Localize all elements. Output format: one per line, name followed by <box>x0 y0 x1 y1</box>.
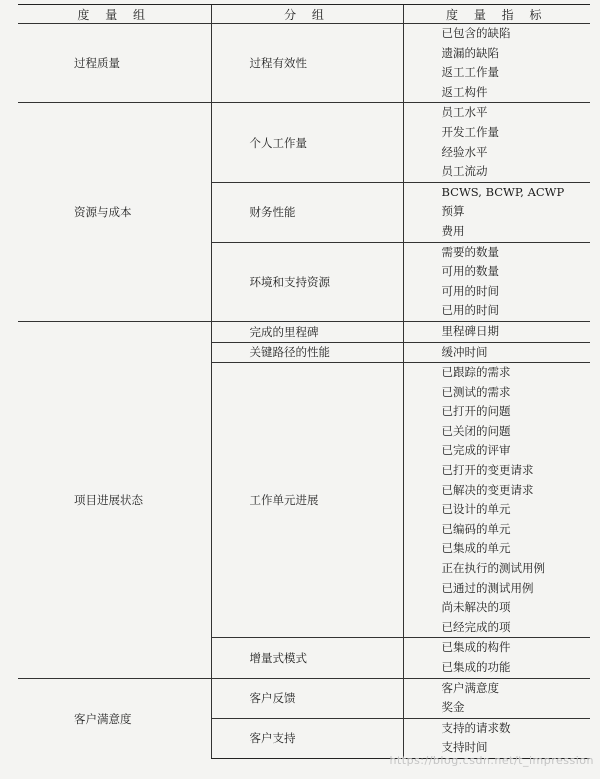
indicator-item: 开发工作量 <box>441 124 499 139</box>
indicator-item: 可用的时间 <box>441 283 499 298</box>
indicator-item: 正在执行的测试用例 <box>441 561 545 576</box>
indicator-item: 支持时间 <box>441 740 488 755</box>
indicator-item: 已集成的单元 <box>441 541 511 556</box>
indicator-item: 已集成的构件 <box>441 640 511 655</box>
indicators-cell <box>403 242 590 321</box>
subgroup-cell: 个人工作量 <box>211 103 403 182</box>
indicator-item: 已打开的变更请求 <box>441 463 534 478</box>
indicator-item: 预算 <box>441 204 465 219</box>
indicators-cell <box>403 363 590 638</box>
indicator-item: 已包含的缺陷 <box>441 26 511 40</box>
indicator-item: 返工构件 <box>441 84 488 99</box>
table-body <box>18 24 590 759</box>
table-row <box>18 321 590 342</box>
indicator-item: 员工流动 <box>441 164 488 179</box>
indicators-cell <box>403 718 590 758</box>
indicator-item: 里程碑日期 <box>441 323 499 338</box>
indicator-item: 已用的时间 <box>441 303 499 318</box>
metric-group-cell: 项目进展状态 <box>18 321 211 678</box>
subgroup-cell: 增量式模式 <box>211 638 403 678</box>
indicator-item: 已通过的测试用例 <box>441 580 534 595</box>
indicator-item: 遗漏的缺陷 <box>441 45 499 60</box>
indicators-cell <box>403 321 590 342</box>
indicator-item: 已解决的变更请求 <box>441 482 534 497</box>
header-indicators: 度 量 指 标 <box>403 5 590 24</box>
subgroup-cell: 工作单元进展 <box>211 363 403 638</box>
indicator-item: 缓冲时间 <box>441 344 488 359</box>
indicator-item: 员工水平 <box>441 105 488 120</box>
indicators-cell <box>403 638 590 678</box>
indicator-item: 已跟踪的需求 <box>441 365 511 380</box>
indicators-cell <box>403 103 590 182</box>
subgroup-cell: 过程有效性 <box>211 24 403 103</box>
metric-group-cell: 资源与成本 <box>18 103 211 322</box>
indicator-item: 客户满意度 <box>441 680 499 695</box>
indicator-item: 支持的请求数 <box>441 720 511 735</box>
subgroup-cell: 关键路径的性能 <box>211 342 403 363</box>
indicators-cell <box>403 24 590 103</box>
table-row <box>18 24 590 103</box>
table-row <box>18 678 590 718</box>
indicator-item: 已打开的问题 <box>441 404 511 419</box>
subgroup-cell: 财务性能 <box>211 182 403 242</box>
indicators-cell <box>403 678 590 718</box>
subgroup-cell: 环境和支持资源 <box>211 242 403 321</box>
header-row <box>18 5 590 24</box>
indicator-item: 已经完成的项 <box>441 619 511 634</box>
indicators-cell <box>403 342 590 363</box>
indicator-item: 经验水平 <box>441 144 488 159</box>
metric-group-cell: 过程质量 <box>74 56 120 71</box>
metrics-table <box>18 4 590 759</box>
indicator-item: 可用的数量 <box>441 264 499 279</box>
indicator-item: 费用 <box>441 223 465 238</box>
watermark: https://blog.csdn.net/t_impression <box>389 754 594 767</box>
indicator-item: 已关闭的问题 <box>441 423 511 438</box>
indicators-cell <box>403 182 590 242</box>
header-metric-group: 度 量 组 <box>18 5 211 24</box>
subgroup-cell: 完成的里程碑 <box>211 321 403 342</box>
indicator-item: 已测试的需求 <box>441 384 511 399</box>
header-subgroup: 分 组 <box>211 5 403 24</box>
indicator-item: BCWS, BCWP, ACWP <box>441 184 565 199</box>
indicator-item: 已设计的单元 <box>441 502 511 517</box>
indicator-item: 尚未解决的项 <box>441 600 511 615</box>
indicator-item: 奖金 <box>441 700 465 715</box>
indicator-item: 已集成的功能 <box>441 660 511 674</box>
metric-group-cell: 客户满意度 <box>18 678 211 758</box>
table-row <box>18 103 590 182</box>
indicator-item: 已完成的评审 <box>441 443 511 458</box>
indicator-item: 需要的数量 <box>441 244 499 259</box>
indicator-item: 返工工作量 <box>441 65 499 80</box>
subgroup-cell: 客户支持 <box>211 718 403 758</box>
indicator-item: 已编码的单元 <box>441 521 511 536</box>
subgroup-cell: 客户反馈 <box>211 678 403 718</box>
